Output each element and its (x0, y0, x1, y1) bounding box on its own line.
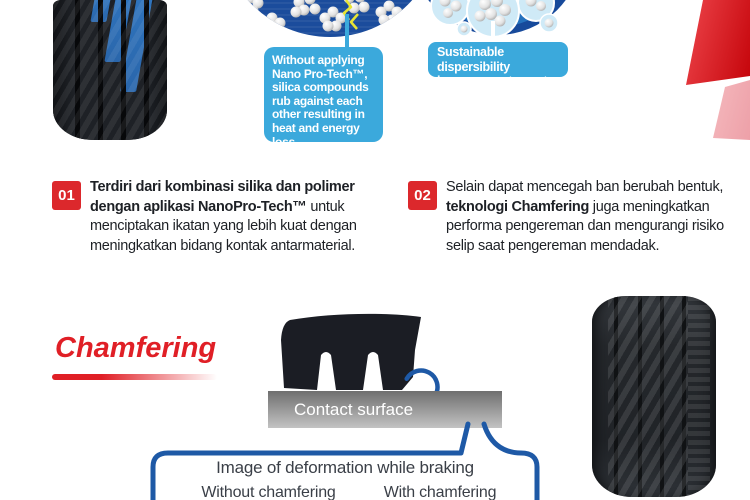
label-line: Sustainable dispersibility (437, 45, 510, 74)
tread-block-shape (281, 314, 421, 390)
chamfering-heading: Chamfering (55, 332, 217, 364)
dispersion-bubbles (431, 0, 558, 37)
label-line: improvement agent (437, 74, 548, 88)
callout-line: rub against each (272, 93, 363, 108)
tread-sipe-texture (688, 296, 710, 497)
callout-line: Without applying (272, 53, 365, 67)
without-chamfering-label: Without chamfering (201, 484, 336, 500)
circle-without-nanoprotech (220, 0, 440, 37)
point-01-text: Terdiri dari kombinasi silika dan polimer dengan aplikasi NanoPro-Tech™ untuk menciptakan ikatan yang lebih kuat dengan meningkatkan bidang kontak antarmaterial. (90, 179, 357, 254)
point-02-badge: 02 (408, 181, 437, 210)
contact-surface-bar: Contact surface (268, 391, 502, 428)
callout-connector-line (345, 14, 349, 50)
tire-tread-front-image-2 (592, 296, 716, 497)
callout-line: heat and energy loss (272, 120, 360, 149)
without-nanoprotech-callout (264, 47, 383, 149)
callout-line: silica compounds (272, 80, 369, 95)
with-chamfering-label: With chamfering (383, 484, 497, 500)
circle-with-agent (412, 0, 582, 37)
deformation-title: Image of deformation while braking (216, 458, 474, 477)
tread-cross-section (270, 305, 445, 405)
callout-line: Nano Pro-Tech™, (272, 66, 368, 81)
point-01-badge: 01 (52, 181, 81, 210)
point-02-text: Selain dapat mencegah ban berubah bentuk, teknologi Chamfering juga meningkatkan performa pengereman dan mengurangi risiko selip saat pengereman mendadak. (446, 179, 724, 254)
sustainable-agent-label (428, 42, 568, 88)
callout-line: other resulting in (272, 107, 365, 122)
tread-chevron-texture (608, 296, 688, 497)
heading-underline (52, 374, 217, 380)
